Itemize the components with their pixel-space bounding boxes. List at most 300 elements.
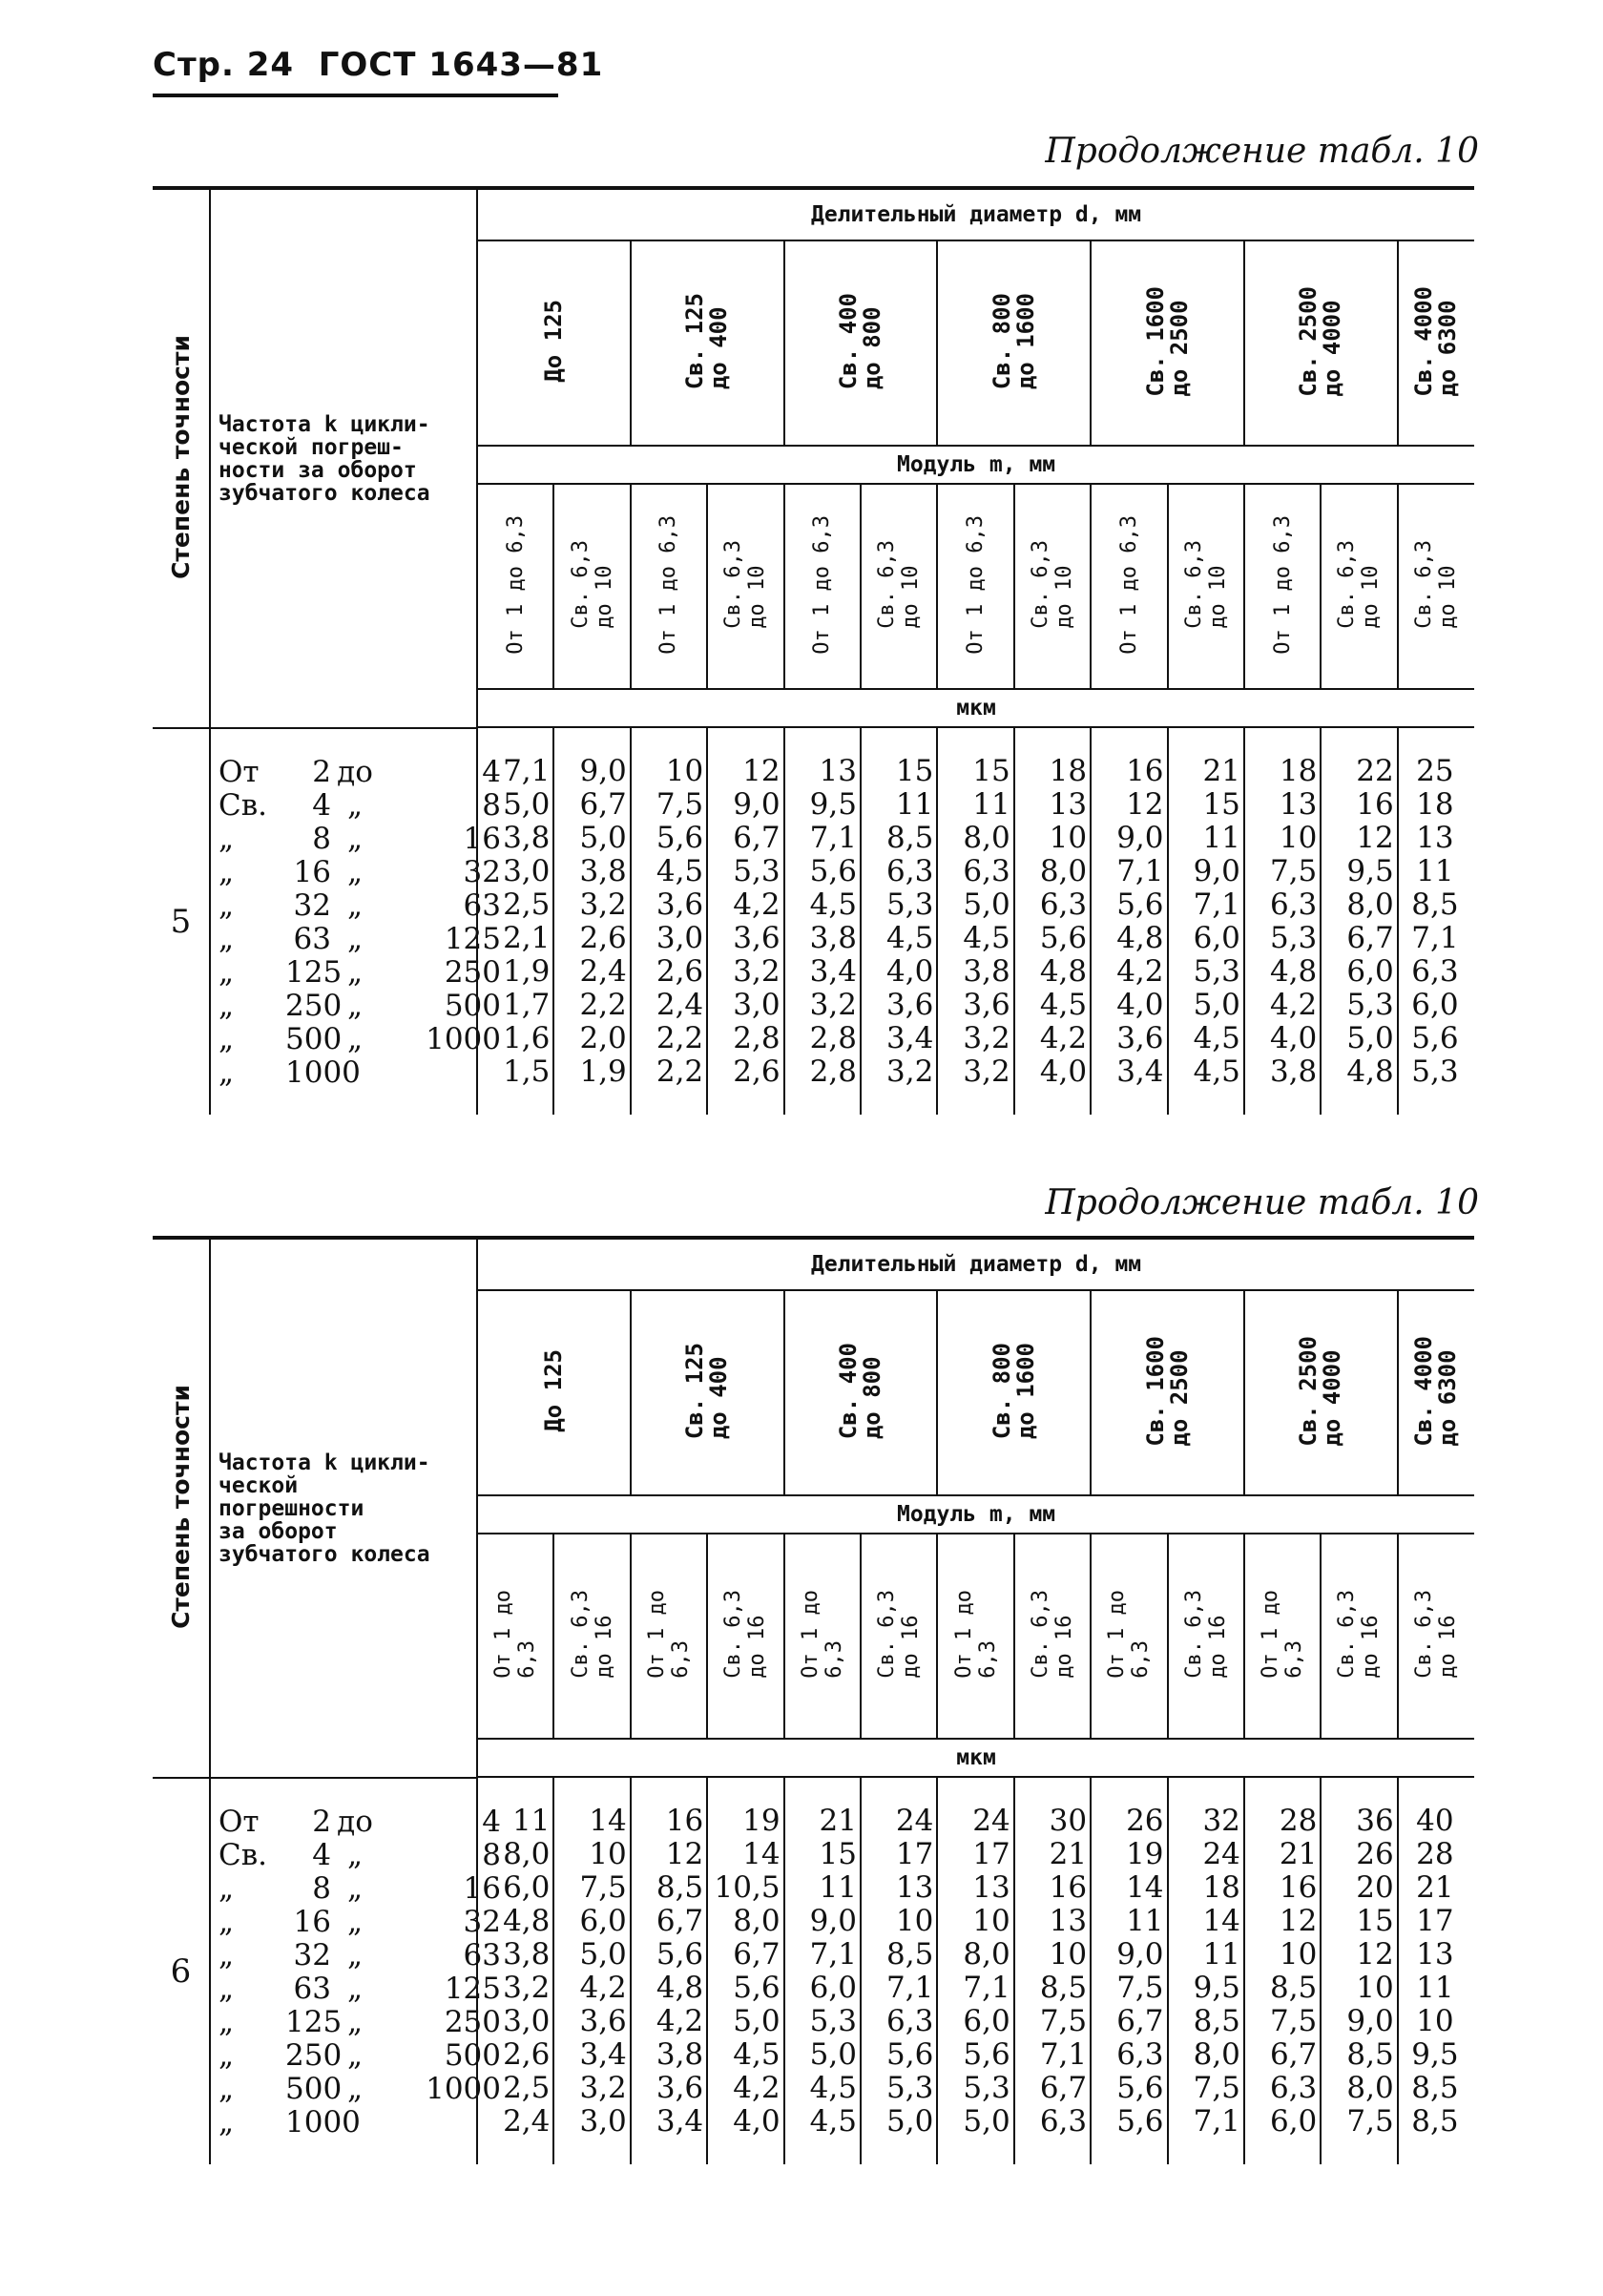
- tolerance-value: 3,6: [733, 921, 781, 955]
- tolerance-value: 10: [1279, 821, 1318, 855]
- tolerance-value: 8,0: [1039, 854, 1088, 888]
- module-range: [1168, 484, 1244, 689]
- frequency-cell: „: [346, 1938, 364, 1972]
- tolerance-value: 9,0: [1116, 1937, 1164, 1972]
- tolerance-value: 8,5: [656, 1870, 704, 1905]
- frequency-cell: [379, 2073, 425, 2106]
- tolerance-value: 22: [1356, 754, 1394, 788]
- tolerance-value: 6,3: [1039, 887, 1088, 922]
- module-range: [553, 1534, 630, 1739]
- tolerance-value: 5,6: [1039, 921, 1088, 955]
- value-column: [553, 1778, 630, 2164]
- tolerance-value: 1,5: [503, 1054, 551, 1089]
- diameter-range-label: До 125: [539, 1349, 567, 1432]
- module-range: [861, 484, 937, 689]
- frequency-cell: „: [346, 2005, 364, 2039]
- frequency-cell: 16: [463, 1871, 501, 1906]
- frequency-cell: 1000: [426, 1022, 501, 1056]
- value-column: [1244, 728, 1321, 1115]
- module-range: [1091, 484, 1167, 689]
- diameter-range: [937, 240, 1091, 446]
- module-range: [1244, 484, 1321, 689]
- tolerance-value: 40: [1416, 1804, 1454, 1838]
- tolerance-value: 6,7: [579, 787, 627, 822]
- precision-table-2: [153, 1236, 1474, 2164]
- tolerance-value: 6,3: [1411, 954, 1459, 989]
- frequency-cell: [331, 2106, 379, 2139]
- frequency-cell: „: [219, 2072, 235, 2106]
- frequency-cell: 32: [293, 888, 331, 923]
- frequency-cell: 1000: [285, 1055, 361, 1090]
- module-range: [784, 1534, 861, 1739]
- tolerance-value: 21: [1049, 1837, 1088, 1871]
- tolerance-value: 6,3: [1116, 2037, 1164, 2072]
- frequency-cell: 63: [463, 888, 501, 923]
- value-column: [1168, 728, 1244, 1115]
- frequency-cell: 63: [463, 1938, 501, 1972]
- frequency-cell: 16: [293, 1905, 331, 1939]
- frequency-row: [219, 2038, 501, 2073]
- module-range: [861, 1534, 937, 1739]
- tolerance-value: 3,4: [1116, 1054, 1164, 1089]
- degree-value: 6: [170, 1952, 192, 1991]
- frequency-cell: 8: [312, 1871, 331, 1906]
- unit-header: мкм: [477, 1739, 1474, 1777]
- tolerance-value: 5,3: [1193, 954, 1240, 989]
- frequency-cell: „: [346, 2038, 364, 2073]
- tolerance-value: 2,8: [809, 1054, 857, 1089]
- tolerance-value: 5,0: [733, 2004, 781, 2038]
- frequency-cell: „: [219, 989, 235, 1023]
- tolerance-value: 8,0: [963, 1937, 1010, 1972]
- tolerance-value: 7,1: [809, 1937, 857, 1972]
- tolerance-value: 9,0: [733, 787, 781, 822]
- frequency-cell: 250: [285, 989, 343, 1023]
- tolerance-value: 5,6: [1411, 1021, 1459, 1055]
- frequency-row: [219, 922, 501, 956]
- frequency-cell: до: [337, 755, 373, 789]
- frequency-cell: 32: [463, 1905, 501, 1939]
- frequency-row: [219, 855, 501, 889]
- tolerance-value: 17: [972, 1837, 1010, 1871]
- tolerance-value: 8,0: [963, 821, 1010, 855]
- precision-table-1: [153, 186, 1474, 1115]
- tolerance-value: 8,5: [1411, 887, 1459, 922]
- module-range-label: От 1 до 6,3: [656, 514, 681, 655]
- frequency-row: [219, 989, 501, 1023]
- tolerance-value: 8,5: [1193, 2004, 1240, 2038]
- tolerance-value: 15: [819, 1837, 857, 1871]
- tolerance-value: 7,1: [1039, 2037, 1088, 2072]
- frequency-cell: „: [219, 1972, 235, 2006]
- tolerance-value: 4,5: [1039, 988, 1088, 1022]
- frequency-cell: 125: [285, 2005, 343, 2039]
- module-range-label: Св. 6,3 до 10: [721, 540, 770, 629]
- tolerance-value: 6,7: [1346, 921, 1394, 955]
- tolerance-value: 13: [972, 1870, 1010, 1905]
- tolerance-value: 12: [1126, 787, 1164, 822]
- frequency-cell: [379, 1805, 425, 1839]
- tolerance-value: 3,0: [656, 921, 704, 955]
- tolerance-value: 11: [895, 787, 934, 822]
- tolerance-value: 11: [1416, 854, 1454, 888]
- diameter-range-label: Св. 800 до 1600: [988, 1342, 1039, 1440]
- value-column: [1398, 728, 1474, 1115]
- tolerance-value: 8,5: [1411, 2071, 1459, 2105]
- tolerance-value: 13: [1279, 787, 1318, 822]
- tolerance-value: 8,5: [886, 1937, 934, 1972]
- module-range: [631, 484, 707, 689]
- tolerance-value: 10,5: [714, 1870, 781, 1905]
- frequency-cell: „: [346, 788, 364, 823]
- tolerance-value: 3,2: [886, 1054, 934, 1089]
- tolerance-value: 6,7: [1269, 2037, 1318, 2072]
- tolerance-value: 5,0: [963, 2104, 1010, 2139]
- tolerance-value: 13: [819, 754, 857, 788]
- module-range-label: Св. 6,3 до 16: [1181, 1590, 1230, 1679]
- tolerance-value: 14: [589, 1804, 627, 1838]
- diameter-range: [477, 1290, 631, 1495]
- degree-header: [153, 1238, 210, 1778]
- diameter-range-label: Св. 125 до 400: [681, 1342, 733, 1440]
- tolerance-value: 1,6: [503, 1021, 551, 1055]
- tolerance-value: 10: [895, 1904, 934, 1938]
- tolerance-value: 36: [1356, 1804, 1394, 1838]
- tolerance-value: 9,0: [809, 1904, 857, 1938]
- tolerance-value: 10: [1049, 821, 1088, 855]
- tolerance-value: 4,5: [963, 921, 1010, 955]
- tolerance-value: 7,5: [656, 787, 704, 822]
- tolerance-value: 4,8: [1116, 921, 1164, 955]
- module-range-label: Св. 6,3 до 16: [568, 1590, 616, 1679]
- frequency-cell: 1000: [285, 2105, 361, 2139]
- tolerance-value: 8,0: [1346, 887, 1394, 922]
- module-range-label: От 1 до 6,3: [1105, 1590, 1154, 1679]
- frequency-cell: 63: [293, 922, 331, 956]
- frequency-cell: „: [346, 822, 364, 856]
- value-column: [1014, 1778, 1091, 2164]
- tolerance-value: 6,3: [963, 854, 1010, 888]
- value-column: [861, 728, 937, 1115]
- tolerance-value: 3,8: [579, 854, 627, 888]
- frequency-row: [219, 788, 501, 823]
- frequency-cell: „: [219, 1055, 235, 1090]
- frequency-cell: „: [346, 888, 364, 923]
- tolerance-value: 4,0: [1116, 988, 1164, 1022]
- tolerance-value: 2,4: [579, 954, 627, 989]
- value-column: [553, 728, 630, 1115]
- tolerance-value: 4,2: [1039, 1021, 1088, 1055]
- tolerance-value: 17: [895, 1837, 934, 1871]
- tolerance-value: 16: [1356, 787, 1394, 822]
- frequency-cell: „: [219, 2005, 235, 2039]
- tolerance-value: 4,5: [1193, 1021, 1240, 1055]
- tolerance-value: 4,5: [886, 921, 934, 955]
- frequency-row: [219, 1938, 501, 1972]
- tolerance-value: 7,5: [1193, 2071, 1240, 2105]
- diameter-range-label: Св. 4000 до 6300: [1410, 285, 1462, 397]
- tolerance-value: 3,8: [503, 821, 551, 855]
- tolerance-value: 10: [972, 1904, 1010, 1938]
- frequency-cell: [425, 1056, 501, 1090]
- value-column: [1091, 1778, 1167, 2164]
- tolerance-value: 5,6: [963, 2037, 1010, 2072]
- tolerance-value: 18: [1279, 754, 1318, 788]
- frequency-cell: „: [219, 855, 235, 889]
- value-column: [861, 1778, 937, 2164]
- frequency-cell: [379, 1972, 425, 2006]
- tolerance-value: 10: [665, 754, 704, 788]
- diameter-range: [1244, 1290, 1398, 1495]
- module-range-label: Св. 6,3 до 16: [875, 1590, 924, 1679]
- diameter-range: [1398, 240, 1474, 446]
- tolerance-value: 20: [1356, 1870, 1394, 1905]
- tolerance-value: 17: [1416, 1904, 1454, 1938]
- tolerance-value: 5,6: [656, 1937, 704, 1972]
- tolerance-value: 1,9: [503, 954, 551, 989]
- unit-header: мкм: [477, 689, 1474, 727]
- degree-header-label: Степень точности: [167, 334, 195, 579]
- tolerance-value: 6,0: [1269, 2104, 1318, 2139]
- module-range-label: Св. 6,3 до 10: [568, 540, 616, 629]
- header-rule: [153, 94, 558, 97]
- frequency-cell: „: [346, 989, 364, 1023]
- tolerance-value: 21: [1416, 1870, 1454, 1905]
- frequency-cell: „: [219, 2105, 235, 2139]
- frequency-row: [219, 2005, 501, 2039]
- tolerance-value: 3,2: [963, 1054, 1010, 1089]
- frequency-cell: „: [346, 2072, 364, 2106]
- frequency-cell: „: [219, 1938, 235, 1972]
- tolerance-value: 4,0: [733, 2104, 781, 2139]
- frequency-cell: [379, 1023, 425, 1056]
- diameter-range-label: Св. 4000 до 6300: [1410, 1335, 1462, 1447]
- diameter-range-label: Св. 1600 до 2500: [1141, 1335, 1193, 1447]
- tolerance-value: 11: [511, 1804, 551, 1838]
- diameter-range: [784, 1290, 938, 1495]
- tolerance-value: 3,2: [809, 988, 857, 1022]
- frequency-cell: 250: [444, 955, 501, 990]
- module-range-label: От 1 до 6,3: [1259, 1590, 1307, 1679]
- tolerance-value: 4,8: [1269, 954, 1318, 989]
- module-range: [1014, 1534, 1091, 1739]
- frequency-cell: 250: [444, 2005, 501, 2039]
- module-range: [1091, 1534, 1167, 1739]
- tolerance-value: 7,1: [886, 1971, 934, 2005]
- tolerance-value: 5,6: [1116, 2071, 1164, 2105]
- frequency-cell: 4: [482, 1805, 501, 1839]
- frequency-cell: 8: [482, 1838, 501, 1872]
- tolerance-value: 2,4: [503, 2104, 551, 2139]
- tolerance-value: 6,3: [1269, 2071, 1318, 2105]
- module-range: [707, 1534, 783, 1739]
- frequency-cell: 4: [312, 1838, 331, 1872]
- tolerance-value: 16: [1126, 754, 1164, 788]
- frequency-cell: 2: [312, 755, 331, 789]
- tolerance-value: 9,0: [1193, 854, 1240, 888]
- tolerance-value: 11: [972, 787, 1010, 822]
- module-header: Модуль m, мм: [477, 446, 1474, 484]
- frequency-cell: „: [346, 855, 364, 889]
- value-column: [1091, 728, 1167, 1115]
- module-range: [1398, 1534, 1474, 1739]
- frequency-row: [219, 1056, 476, 1090]
- module-range-label: Св. 6,3 до 10: [1412, 540, 1461, 629]
- frequency-cell: Св.: [219, 788, 268, 823]
- tolerance-value: 6,0: [809, 1971, 857, 2005]
- module-range-label: Св. 6,3 до 10: [1335, 540, 1384, 629]
- table-caption-1: Продолжение табл. 10: [1045, 132, 1479, 171]
- tolerance-value: 4,5: [809, 887, 857, 922]
- value-column: [1014, 728, 1091, 1115]
- frequency-row: [219, 2106, 476, 2139]
- value-column: [1321, 728, 1397, 1115]
- frequency-row: [219, 1871, 501, 1906]
- tolerance-value: 11: [819, 1870, 857, 1905]
- value-column: [707, 728, 783, 1115]
- tolerance-value: 4,5: [656, 854, 704, 888]
- tolerance-value: 11: [1416, 1971, 1454, 2005]
- frequency-cell: 32: [293, 1938, 331, 1972]
- tolerance-value: 4,8: [1346, 1054, 1394, 1089]
- frequency-cell: „: [346, 1905, 364, 1939]
- frequency-cell: 8: [482, 788, 501, 823]
- tolerance-value: 2,2: [579, 988, 627, 1022]
- tolerance-value: 9,0: [1116, 821, 1164, 855]
- tolerance-value: 5,3: [886, 887, 934, 922]
- frequency-cell: [379, 923, 425, 956]
- tolerance-value: 24: [1202, 1837, 1240, 1871]
- frequency-cell: 500: [444, 2038, 501, 2073]
- tolerance-value: 6,3: [886, 2004, 934, 2038]
- diameter-range-label: До 125: [539, 300, 567, 383]
- tolerance-value: 9,5: [809, 787, 857, 822]
- frequency-cell: От: [219, 755, 260, 789]
- tolerance-value: 3,0: [733, 988, 781, 1022]
- value-column: [784, 728, 861, 1115]
- tolerance-value: 2,0: [579, 1021, 627, 1055]
- module-range-label: Св. 6,3 до 16: [721, 1590, 770, 1679]
- frequency-cell: [379, 856, 425, 889]
- tolerance-value: 12: [1279, 1904, 1318, 1938]
- tolerance-value: 2,2: [656, 1054, 704, 1089]
- tolerance-value: 6,0: [1346, 954, 1394, 989]
- module-range: [1014, 484, 1091, 689]
- diameter-range: [631, 1290, 784, 1495]
- module-range: [1168, 1534, 1244, 1739]
- tolerance-value: 4,5: [809, 2104, 857, 2139]
- tolerance-value: 14: [1126, 1870, 1164, 1905]
- tolerance-value: 10: [1049, 1937, 1088, 1972]
- tolerance-value: 3,2: [579, 887, 627, 922]
- frequency-cell: 500: [444, 989, 501, 1023]
- frequency-cell: [425, 2106, 501, 2139]
- tolerance-value: 15: [1356, 1904, 1394, 1938]
- module-range-label: Св. 6,3 до 16: [1412, 1590, 1461, 1679]
- module-range-label: Св. 6,3 до 16: [1028, 1590, 1076, 1679]
- frequency-cell: [379, 2006, 425, 2039]
- value-column: [937, 1778, 1013, 2164]
- tolerance-value: 5,0: [809, 2037, 857, 2072]
- diameter-range: [477, 240, 631, 446]
- frequency-cell: „: [346, 1972, 364, 2006]
- module-range-label: От 1 до 6,3: [964, 514, 989, 655]
- tolerance-value: 14: [742, 1837, 781, 1871]
- frequency-cell: 8: [312, 822, 331, 856]
- tolerance-value: 9,5: [1193, 1971, 1240, 2005]
- module-range: [937, 484, 1013, 689]
- frequency-row: [219, 1022, 501, 1056]
- tolerance-value: 3,0: [503, 854, 551, 888]
- module-range-label: Св. 6,3 до 10: [1028, 540, 1076, 629]
- tolerance-value: 5,3: [1269, 921, 1318, 955]
- frequency-cell: 4: [312, 788, 331, 823]
- tolerance-value: 2,6: [503, 2037, 551, 2072]
- frequency-row: [219, 1805, 501, 1839]
- tolerance-value: 2,6: [656, 954, 704, 989]
- tolerance-value: 4,2: [733, 887, 781, 922]
- value-column: [1244, 1778, 1321, 2164]
- tolerance-value: 30: [1049, 1804, 1088, 1838]
- module-range-label: От 1 до 6,3: [1116, 514, 1141, 655]
- tolerance-value: 11: [1202, 821, 1240, 855]
- tolerance-value: 32: [1202, 1804, 1240, 1838]
- tolerance-value: 5,3: [733, 854, 781, 888]
- tolerance-value: 9,5: [1411, 2037, 1459, 2072]
- tolerance-value: 8,0: [503, 1837, 551, 1871]
- tolerance-value: 4,2: [1116, 954, 1164, 989]
- tolerance-value: 26: [1356, 1837, 1394, 1871]
- tolerance-value: 3,6: [656, 2071, 704, 2105]
- frequency-row: [219, 1838, 501, 1872]
- frequency-cell: [379, 956, 425, 990]
- module-range-label: От 1 до 6,3: [503, 514, 528, 655]
- tolerance-value: 6,0: [1193, 921, 1240, 955]
- tolerance-value: 21: [1279, 1837, 1318, 1871]
- tolerance-value: 3,2: [503, 1971, 551, 2005]
- tolerance-value: 10: [1356, 1971, 1394, 2005]
- tolerance-value: 7,5: [1346, 2104, 1394, 2139]
- tolerance-value: 14: [1202, 1904, 1240, 1938]
- tolerance-value: 10: [1279, 1937, 1318, 1972]
- tolerance-value: 7,5: [579, 1870, 627, 1905]
- tolerance-value: 7,1: [1193, 2104, 1240, 2139]
- frequency-cell: [379, 2106, 425, 2139]
- tolerance-value: 10: [1416, 2004, 1454, 2038]
- frequency-cell: 500: [285, 2072, 343, 2106]
- tolerance-value: 7,5: [1269, 854, 1318, 888]
- module-range-label: От 1 до 6,3: [798, 1590, 846, 1679]
- frequency-cell: 2: [312, 1805, 331, 1839]
- tolerance-value: 2,6: [579, 921, 627, 955]
- diameter-range-label: Св. 400 до 800: [834, 1342, 885, 1440]
- tolerance-value: 7,1: [503, 754, 551, 788]
- frequency-cell: 125: [285, 955, 343, 990]
- frequency-cell: [379, 756, 425, 789]
- tolerance-value: 9,0: [1346, 2004, 1394, 2038]
- frequency-cell: От: [219, 1805, 260, 1839]
- tolerance-value: 4,8: [656, 1971, 704, 2005]
- value-column: [937, 728, 1013, 1115]
- diameter-range-label: Св. 1600 до 2500: [1141, 285, 1193, 397]
- tolerance-value: 3,8: [656, 2037, 704, 2072]
- tolerance-value: 4,5: [1193, 1054, 1240, 1089]
- tolerance-value: 6,7: [1116, 2004, 1164, 2038]
- tolerance-value: 21: [819, 1804, 857, 1838]
- tolerance-value: 12: [665, 1837, 704, 1871]
- frequency-cell: „: [219, 822, 235, 856]
- tolerance-value: 3,6: [656, 887, 704, 922]
